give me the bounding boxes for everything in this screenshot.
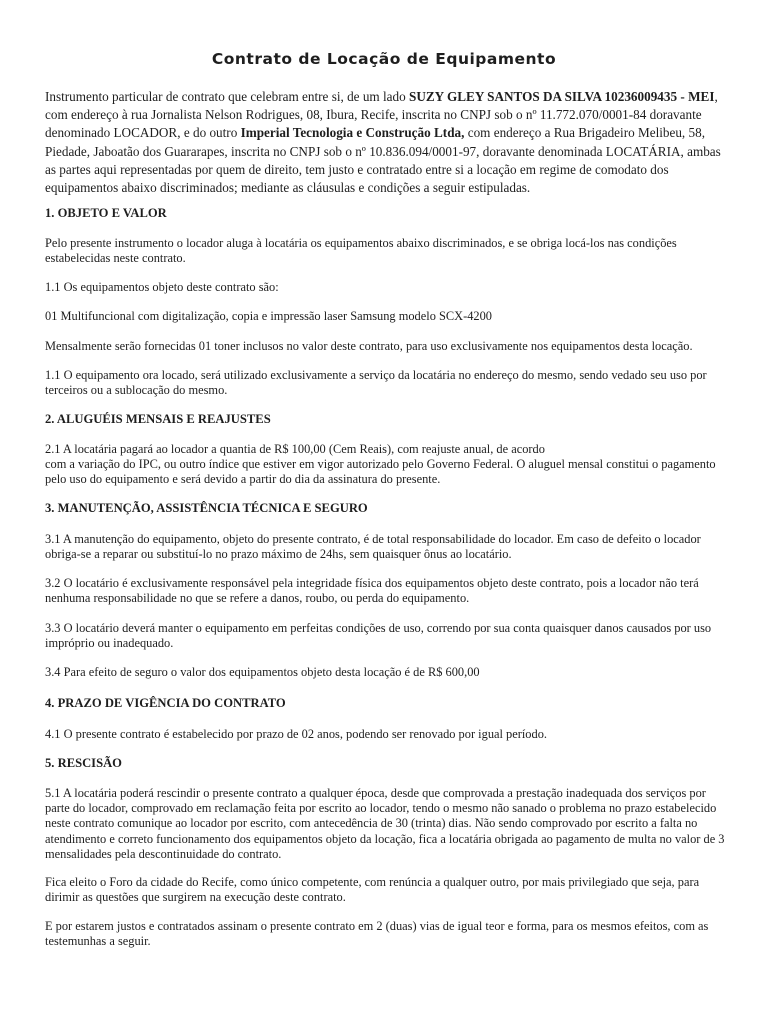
section-1-equipment: 01 Multifuncional com digitalização, copia e impressão laser Samsung modelo SCX-4200 — [45, 309, 493, 323]
locataria-name: Imperial Tecnologia e Construção Ltda, — [240, 125, 465, 141]
section-3-heading: 3. MANUTENÇÃO, ASSISTÊNCIA TÉCNICA E SEGURO — [45, 501, 368, 515]
section-1-toner: Mensalmente serão fornecidas 01 toner inclusos no valor deste contrato, para uso exclusivamente nos equipamentos desta locação. — [45, 339, 693, 353]
intro-paragraph — [45, 88, 733, 197]
section-4-paragraph-1: 4.1 O presente contrato é estabelecido por prazo de 02 anos, podendo ser renovado por igual período. — [45, 727, 547, 741]
locador-name: SUZY GLEY SANTOS DA SILVA 10236009435 - MEI — [408, 89, 715, 104]
intro-text-2: , com endereço à rua Jornalista Nelson Rodrigues, 08, Ibura, Recife, inscrita no CNPJ sob o nº 11.772.070/0001-84 doravante denominado LOCADOR, e do outro — [45, 89, 718, 141]
section-3-paragraph-3: 3.3 O locatário deverá manter o equipamento em perfeitas condições de uso, correndo por sua conta quaisquer danos causados por uso impróprio ou inadequado. — [45, 621, 712, 651]
foro-paragraph: Fica eleito o Foro da cidade do Recife, como único competente, com renúncia a qualquer outro, por mais privilegiado que seja, para dirimir as questões que surgirem na execução deste contrato. — [45, 875, 700, 905]
document-title: Contrato de Locação de Equipamento — [211, 50, 557, 68]
closing-paragraph: E por estarem justos e contratados assinam o presente contrato em 2 (duas) vias de igual teor e forma, para os mesmos efeitos, com as testemunhas a seguir. — [45, 919, 709, 949]
section-5-paragraph-1: 5.1 A locatária poderá rescindir o presente contrato a qualquer época, desde que comprovada a prestação inadequada dos serviços por parte do locador, comprovado em reclamação feita por escrito ao locador, tendo o mesmo não sanado o problema no prazo estabelecido neste contrato comunique ao locador por escrito, com antecedência de 30 (trinta) dias. Não sendo comprovado por escrito a falta no atendimento e correto funcionamento dos equipamentos objeto da locação, fica a locatária obrigada ao pagamento de multa no valor de 3 mensalidades pela descontinuidade do contrato. — [45, 786, 725, 861]
section-2-rest: com a variação do IPC, ou outro índice que estiver em vigor autorizado pelo Governo Federal. O aluguel mensal constitui o pagamento pelo uso do equipamento e será devido a partir do dia da assinatura do presente. — [45, 457, 716, 487]
section-1-heading: 1. OBJETO E VALOR — [45, 206, 167, 220]
intro-text-1: Instrumento particular de contrato que celebram entre si, de um lado — [45, 89, 409, 104]
section-3-paragraph-1: 3.1 A manutenção do equipamento, objeto do presente contrato, é de total responsabilidade do locador. Em caso de defeito o locador obriga-se a reparar ou substituí-lo no prazo máximo de 24hs, sem quaisquer ônus ao locatário. — [45, 532, 701, 562]
section-2-paragraph-1 — [45, 442, 733, 488]
section-1-paragraph-1: Pelo presente instrumento o locador aluga à locatária os equipamentos abaixo discriminados, e se obriga locá-los nas condições estabelecidas neste contrato. — [45, 236, 677, 266]
section-3-paragraph-4: 3.4 Para efeito de seguro o valor dos equipamentos objeto desta locação é de R$ 600,00 — [45, 665, 480, 679]
section-3-paragraph-2: 3.2 O locatário é exclusivamente responsável pela integridade física dos equipamentos objeto deste contrato, pois a locador não terá nenhuma responsabilidade no que se refere a danos, roubo, ou perda do equipamento. — [45, 576, 699, 606]
section-5-heading: 5. RESCISÃO — [45, 756, 122, 770]
intro-text-3: com endereço a Rua Brigadeiro Melibeu, 58, Piedade, Jaboatão dos Guararapes, inscrita no CNPJ sob o nº 10.836.094/0001-97, doravante denominada LOCATÁRIA, ambas as partes aqui representadas por quem de direito, tem justo e contratado entre si a locação em regime de comodato dos equipamentos abaixo discriminados; mediante as cláusulas e condições a seguir estipuladas. — [45, 125, 721, 196]
section-2-heading: 2. ALUGUÉIS MENSAIS E REAJUSTES — [45, 412, 271, 426]
section-4-heading: 4. PRAZO DE VIGÊNCIA DO CONTRATO — [45, 696, 286, 710]
section-1-paragraph-2: 1.1 Os equipamentos objeto deste contrato são: — [45, 280, 279, 294]
section-2-line-1: 2.1 A locatária pagará ao locador a quantia de R$ 100,00 (Cem Reais), com reajuste anual, de acordo — [45, 442, 545, 456]
section-1-usage: 1.1 O equipamento ora locado, será utilizado exclusivamente a serviço da locatária no endereço do mesmo, sendo vedado seu uso por terceiros ou a sublocação do mesmo. — [45, 368, 707, 398]
